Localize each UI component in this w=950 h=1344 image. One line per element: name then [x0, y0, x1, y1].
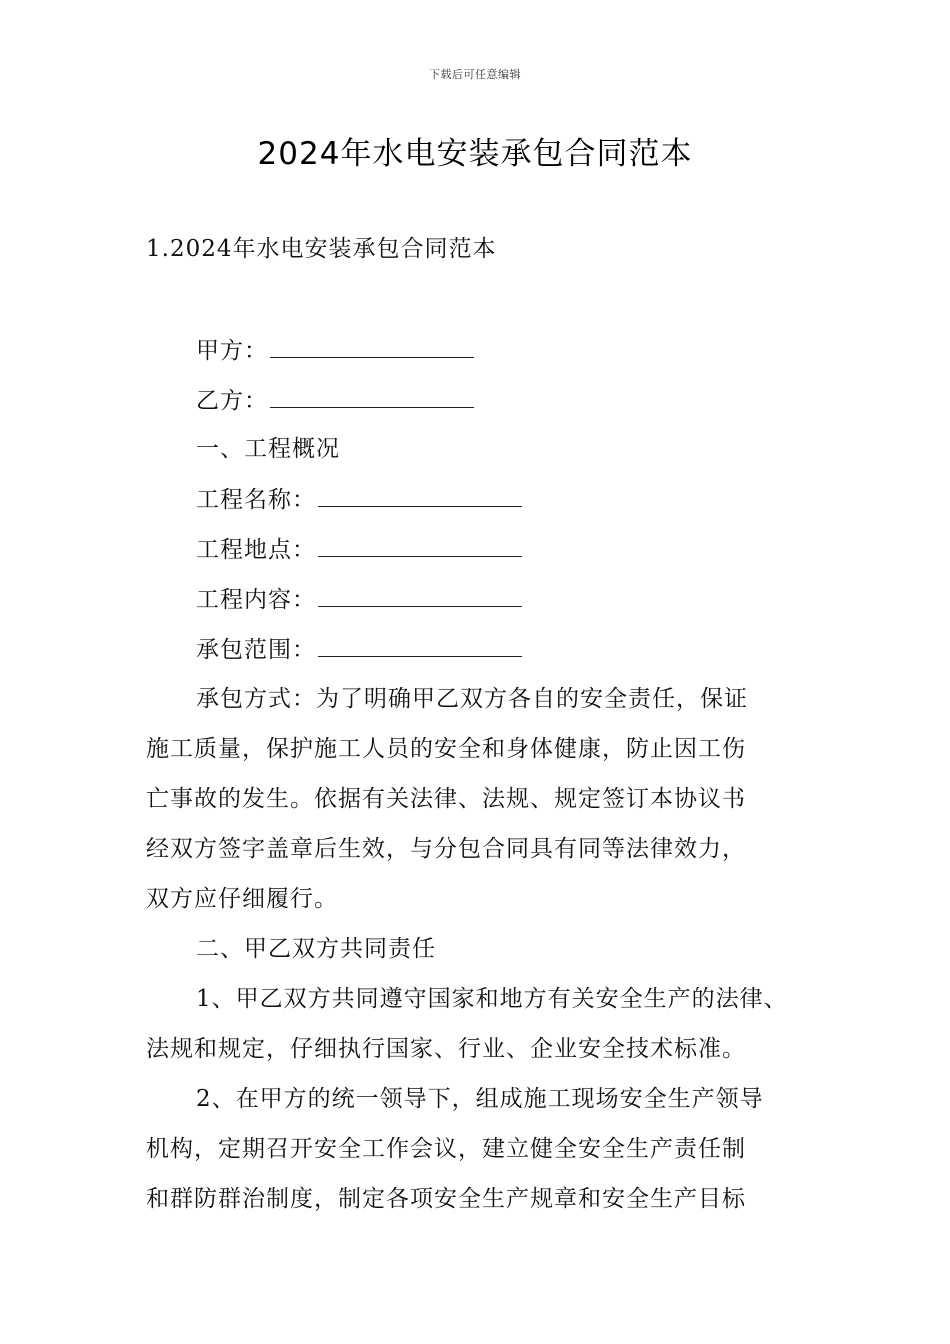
contract-method-line: 经双方签字盖章后生效，与分包合同具有同等法律效力， [146, 836, 746, 862]
project-location-label: 工程地点： [196, 537, 316, 563]
clause1-line: 法规和规定，仔细执行国家、行业、企业安全技术标准。 [146, 1036, 746, 1062]
party-a-row [196, 335, 474, 366]
project-content-blank [318, 584, 522, 607]
contract-method-line: 施工质量，保护施工人员的安全和身体健康，防止因工伤 [146, 736, 746, 762]
clause2-line: 和群防群治制度，制定各项安全生产规章和安全生产目标 [146, 1186, 746, 1212]
project-location-row [196, 534, 522, 565]
section2-heading: 二、甲乙双方共同责任 [196, 936, 436, 962]
party-b-blank [270, 385, 474, 408]
clause2-line: 2、在甲方的统一领导下，组成施工现场安全生产领导 [196, 1086, 764, 1112]
contract-method-line: 双方应仔细履行。 [146, 886, 338, 912]
section1-heading: 一、工程概况 [196, 436, 340, 462]
project-content-label: 工程内容： [196, 587, 316, 613]
project-name-row [196, 484, 522, 515]
contract-scope-label: 承包范围： [196, 637, 316, 663]
subtitle: 1.2024年水电安装承包合同范本 [146, 236, 497, 262]
project-location-blank [318, 534, 522, 557]
project-name-blank [318, 484, 522, 507]
party-a-blank [270, 335, 474, 358]
contract-scope-blank [318, 634, 522, 657]
party-a-label: 甲方： [196, 338, 268, 364]
header-note: 下载后可任意编辑 [429, 68, 521, 81]
contract-scope-row [196, 634, 522, 665]
contract-method-line: 承包方式：为了明确甲乙双方各自的安全责任，保证 [196, 686, 748, 712]
project-content-row [196, 584, 522, 615]
clause1-line: 1、甲乙双方共同遵守国家和地方有关安全生产的法律、 [196, 986, 788, 1012]
contract-method-line: 亡事故的发生。依据有关法律、法规、规定签订本协议书 [146, 786, 746, 812]
clause2-line: 机构，定期召开安全工作会议，建立健全安全生产责任制 [146, 1136, 746, 1162]
party-b-row [196, 385, 474, 416]
project-name-label: 工程名称： [196, 487, 316, 513]
document-title: 2024年水电安装承包合同范本 [257, 136, 693, 172]
party-b-label: 乙方： [196, 388, 268, 414]
